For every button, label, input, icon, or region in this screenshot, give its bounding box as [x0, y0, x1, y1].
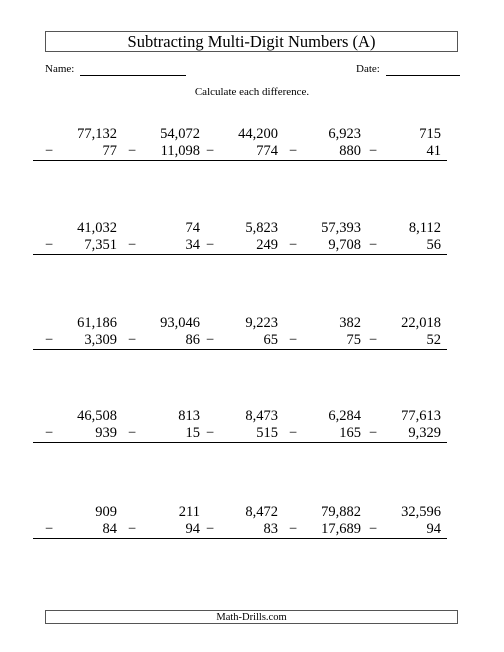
- problem: [357, 408, 447, 443]
- minuend: 41,032: [77, 220, 117, 236]
- problem: [33, 220, 123, 255]
- minuend: 77,613: [401, 408, 441, 424]
- subtrahend-row: [357, 521, 447, 539]
- minus-sign: −: [369, 143, 378, 159]
- minus-sign: −: [206, 425, 215, 441]
- problem: [277, 126, 367, 161]
- minus-sign: −: [45, 521, 54, 537]
- subtrahend: 41: [426, 143, 441, 159]
- subtrahend-row: [116, 237, 206, 255]
- problem: [277, 315, 367, 350]
- subtrahend-row: [116, 425, 206, 443]
- subtrahend: 9,708: [328, 237, 361, 253]
- subtrahend: 880: [339, 143, 361, 159]
- minus-sign: −: [289, 425, 298, 441]
- problem: [116, 220, 206, 255]
- subtrahend: 65: [263, 332, 278, 348]
- minuend: 813: [178, 408, 200, 424]
- problem: [277, 408, 367, 443]
- problem: [357, 504, 447, 539]
- subtrahend-row: [194, 332, 284, 350]
- minuend: 54,072: [160, 126, 200, 142]
- minuend: 909: [95, 504, 117, 520]
- subtrahend: 86: [185, 332, 200, 348]
- minus-sign: −: [45, 237, 54, 253]
- problem: [194, 408, 284, 443]
- subtrahend: 249: [256, 237, 278, 253]
- subtrahend: 15: [185, 425, 200, 441]
- subtrahend-row: [277, 237, 367, 255]
- minus-sign: −: [128, 332, 137, 348]
- minus-sign: −: [128, 237, 137, 253]
- problem: [277, 220, 367, 255]
- minus-sign: −: [289, 332, 298, 348]
- minus-sign: −: [289, 237, 298, 253]
- minuend: 79,882: [321, 504, 361, 520]
- subtrahend-row: [194, 425, 284, 443]
- minus-sign: −: [206, 143, 215, 159]
- subtrahend-row: [277, 521, 367, 539]
- subtrahend: 94: [185, 521, 200, 537]
- minuend: 715: [419, 126, 441, 142]
- problem: [33, 126, 123, 161]
- subtrahend-row: [194, 237, 284, 255]
- subtrahend-row: [116, 521, 206, 539]
- minuend: 6,923: [328, 126, 361, 142]
- subtrahend: 939: [95, 425, 117, 441]
- minus-sign: −: [289, 521, 298, 537]
- problem: [116, 408, 206, 443]
- subtrahend-row: [116, 332, 206, 350]
- minuend: 8,472: [245, 504, 278, 520]
- problem: [33, 504, 123, 539]
- minus-sign: −: [206, 237, 215, 253]
- worksheet-title: Subtracting Multi-Digit Numbers (A): [45, 31, 458, 52]
- minuend: 61,186: [77, 315, 117, 331]
- subtrahend: 94: [426, 521, 441, 537]
- minus-sign: −: [206, 332, 215, 348]
- minuend: 22,018: [401, 315, 441, 331]
- subtrahend: 83: [263, 521, 278, 537]
- problem: [194, 504, 284, 539]
- minus-sign: −: [206, 521, 215, 537]
- minuend: 382: [339, 315, 361, 331]
- subtrahend: 3,309: [84, 332, 117, 348]
- subtrahend: 515: [256, 425, 278, 441]
- subtrahend-row: [357, 237, 447, 255]
- date-line: [386, 75, 460, 76]
- subtrahend-row: [277, 332, 367, 350]
- subtrahend: 7,351: [84, 237, 117, 253]
- minuend: 77,132: [77, 126, 117, 142]
- minus-sign: −: [128, 521, 137, 537]
- subtrahend: 52: [426, 332, 441, 348]
- subtrahend: 11,098: [160, 143, 200, 159]
- subtrahend-row: [277, 425, 367, 443]
- minuend: 74: [185, 220, 200, 236]
- subtrahend-row: [194, 521, 284, 539]
- subtrahend-row: [33, 143, 123, 161]
- minuend: 44,200: [238, 126, 278, 142]
- subtrahend-row: [357, 425, 447, 443]
- subtrahend-row: [33, 425, 123, 443]
- minuend: 93,046: [160, 315, 200, 331]
- subtrahend-row: [33, 332, 123, 350]
- subtrahend: 56: [426, 237, 441, 253]
- minuend: 8,112: [408, 220, 441, 236]
- date-label: Date:: [356, 63, 380, 75]
- subtrahend: 774: [256, 143, 278, 159]
- problem: [116, 126, 206, 161]
- subtrahend: 34: [185, 237, 200, 253]
- problem: [194, 126, 284, 161]
- minus-sign: −: [369, 521, 378, 537]
- problem: [357, 126, 447, 161]
- subtrahend: 9,329: [408, 425, 441, 441]
- minus-sign: −: [369, 332, 378, 348]
- subtrahend-row: [116, 143, 206, 161]
- subtrahend: 75: [346, 332, 361, 348]
- minus-sign: −: [45, 425, 54, 441]
- subtrahend-row: [357, 332, 447, 350]
- subtrahend-row: [357, 143, 447, 161]
- minus-sign: −: [369, 425, 378, 441]
- minus-sign: −: [45, 332, 54, 348]
- minuend: 9,223: [245, 315, 278, 331]
- minus-sign: −: [128, 425, 137, 441]
- name-label: Name:: [45, 63, 75, 75]
- minus-sign: −: [45, 143, 54, 159]
- minuend: 6,284: [328, 408, 361, 424]
- problem: [116, 315, 206, 350]
- minuend: 211: [178, 504, 200, 520]
- subtrahend: 165: [339, 425, 361, 441]
- instructions: Calculate each difference.: [194, 86, 310, 98]
- minus-sign: −: [369, 237, 378, 253]
- minuend: 8,473: [245, 408, 278, 424]
- minuend: 32,596: [401, 504, 441, 520]
- problem: [357, 315, 447, 350]
- problem: [116, 504, 206, 539]
- minuend: 57,393: [321, 220, 361, 236]
- subtrahend-row: [277, 143, 367, 161]
- subtrahend: 77: [102, 143, 117, 159]
- problem: [33, 408, 123, 443]
- subtrahend: 84: [102, 521, 117, 537]
- minus-sign: −: [289, 143, 298, 159]
- subtrahend: 17,689: [321, 521, 361, 537]
- problem: [194, 315, 284, 350]
- problem: [277, 504, 367, 539]
- problem: [33, 315, 123, 350]
- minus-sign: −: [128, 143, 137, 159]
- problem: [357, 220, 447, 255]
- footer: Math-Drills.com: [45, 610, 458, 624]
- minuend: 5,823: [245, 220, 278, 236]
- minuend: 46,508: [77, 408, 117, 424]
- name-line: [80, 75, 186, 76]
- subtrahend-row: [33, 521, 123, 539]
- problem: [194, 220, 284, 255]
- subtrahend-row: [194, 143, 284, 161]
- subtrahend-row: [33, 237, 123, 255]
